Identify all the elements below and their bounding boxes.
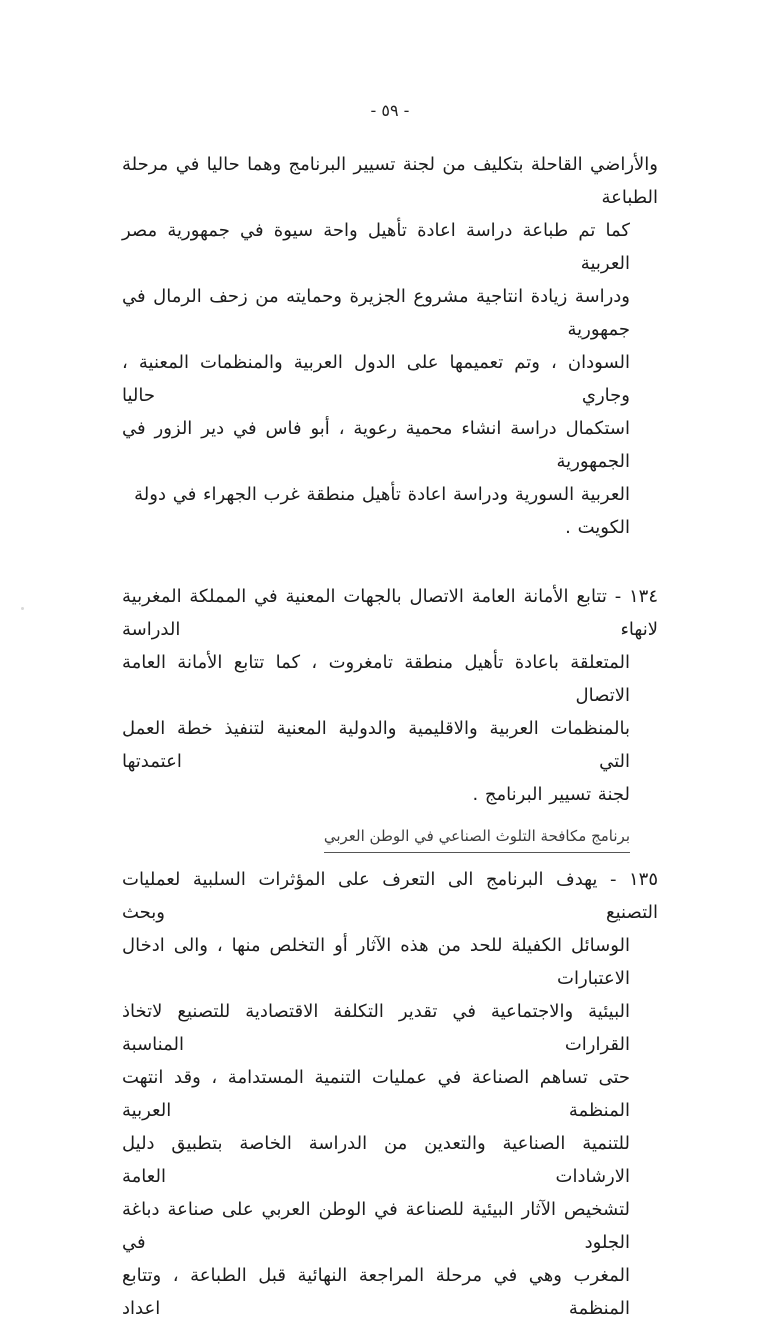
item-line-text: تتابع الأمانة العامة الاتصال بالجهات المعنية في المملكة المغربية لانهاء الدراسة — [122, 586, 658, 640]
section-heading-row — [122, 823, 658, 853]
paragraph-line: لتشخيص الآثار البيئية للصناعة في الوطن العربي على صناعة دباغة الجلود في — [122, 1199, 630, 1253]
item-number: ١٣٤ - — [614, 586, 659, 607]
page-number: - ٥٩ - — [370, 101, 410, 120]
section-heading: برنامج مكافحة التلوث الصناعي في الوطن العربي — [324, 823, 630, 853]
page-content — [122, 0, 658, 1325]
paragraph-line: العربية السورية ودراسة اعادة تأهيل منطقة غرب الجهراء في دولة الكويت . — [134, 484, 630, 538]
paragraph-line: السودان ، وتم تعميمها على الدول العربية والمنظمات المعنية ، وجاري حاليا — [122, 352, 630, 406]
paragraph-line: للتنمية الصناعية والتعدين من الدراسة الخاصة بتطبيق دليل الارشادات العامة — [122, 1133, 630, 1187]
numbered-item-135 — [122, 863, 658, 1325]
paragraph-line: والأراضي القاحلة بتكليف من لجنة تسيير البرنامج وهما حاليا في مرحلة الطباعة — [122, 154, 658, 208]
paragraph-line: لجنة تسيير البرنامج . — [472, 784, 630, 805]
paragraph-line: ودراسة زيادة انتاجية مشروع الجزيرة وحمايته من زحف الرمال في جمهورية — [122, 286, 630, 340]
paragraph-line: بالمنظمات العربية والاقليمية والدولية المعنية لتنفيذ خطة العمل التي اعتمدتها — [122, 718, 630, 772]
paragraph-line: الوسائل الكفيلة للحد من هذه الآثار أو التخلص منها ، والى ادخال الاعتبارات — [122, 935, 630, 989]
paragraph-line: استكمال دراسة انشاء محمية رعوية ، أبو فاس في دير الزور في الجمهورية — [122, 418, 630, 472]
numbered-item-134 — [122, 580, 658, 811]
paragraph-line: حتى تساهم الصناعة في عمليات التنمية المستدامة ، وقد انتهت المنظمة العربية — [122, 1067, 630, 1121]
paragraph-line: المتعلقة باعادة تأهيل منطقة تامغروت ، كما تتابع الأمانة العامة الاتصال — [122, 652, 630, 706]
intro-paragraph — [122, 148, 658, 544]
item-first-line — [122, 580, 658, 646]
paragraph-line: البيئية والاجتماعية في تقدير التكلفة الاقتصادية للتصنيع لاتخاذ القرارات المناسبة — [122, 1001, 630, 1055]
item-line-text: يهدف البرنامج الى التعرف على المؤثرات السلبية لعمليات التصنيع وبحث — [122, 869, 658, 923]
paragraph-line: كما تم طباعة دراسة اعادة تأهيل واحة سيوة في جمهورية مصر العربية — [122, 220, 630, 274]
scan-noise-dot — [21, 607, 24, 610]
item-number: ١٣٥ - — [609, 869, 658, 890]
item-first-line — [122, 863, 658, 929]
paragraph-line: المغرب وهي في مرحلة المراجعة النهائية قبل الطباعة ، وتتابع المنظمة اعداد — [122, 1265, 630, 1319]
